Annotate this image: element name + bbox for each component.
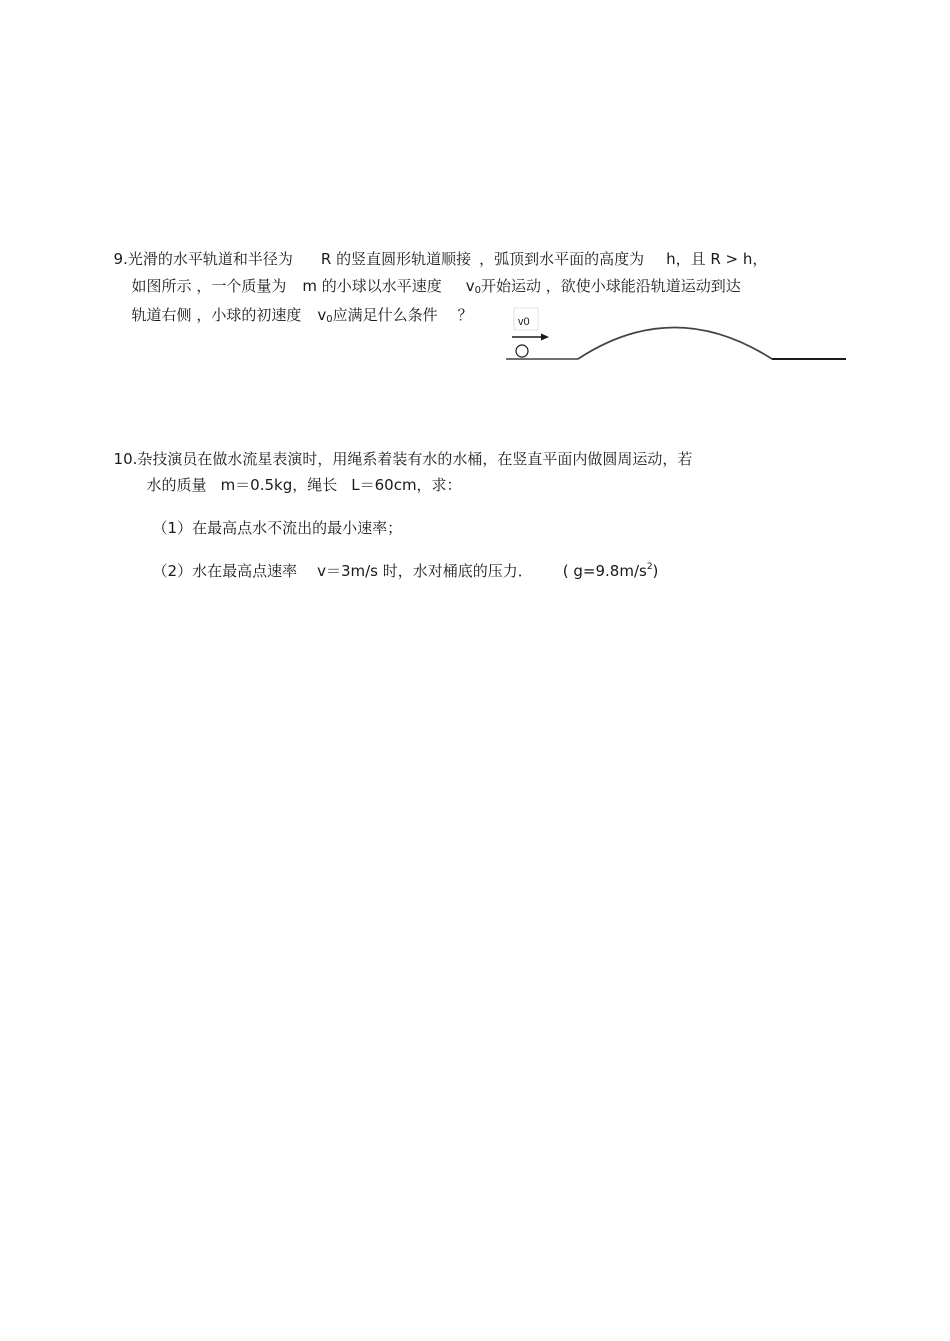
q9-text-3a: 轨道右侧 ，小球的初速度 [131, 306, 302, 324]
q9-number: 9. [113, 250, 128, 268]
q9-line-3 [122, 285, 473, 330]
q10-number: 10. [113, 450, 138, 468]
q10-text-2b: m＝0.5kg，绳长 [220, 476, 338, 494]
q10-gravity-note: ( $g=9.8m/s^2$) [562, 562, 659, 580]
q9-text-2c: 开始运动 ，欲使小球能沿轨道运动到达 [480, 277, 741, 295]
q9-question-mark: ？ [457, 306, 473, 324]
q9-v0-symbol: $v_0$ [465, 277, 481, 296]
q9-text-1a: 光滑的水平轨道和半径为 [127, 250, 293, 268]
q10-text-2c: L＝60cm，求： [351, 476, 462, 494]
ball [516, 345, 528, 357]
q9-text-1c: ，弧顶到水平面的高度为 [479, 250, 645, 268]
q9-text-3b: 应满足什么条件 [332, 306, 438, 324]
q10-part-2 [143, 541, 658, 581]
q9-v0-symbol-2: $v_0$ [317, 306, 333, 325]
q10-part-2-text-b: v＝3m/s 时，水对桶底的压力． [317, 562, 533, 580]
q9-text-1b: R 的竖直圆形轨道顺接 [320, 250, 472, 268]
q9-text-2b: m 的小球以水平速度 [302, 277, 442, 295]
circular-arc-track [578, 328, 772, 360]
q10-part-2-text-a: （2）水在最高点速率 [152, 562, 298, 580]
q10-text-2a: 水的质量 [146, 476, 207, 494]
v0-label: v0 [518, 316, 530, 328]
track-figure [500, 306, 850, 368]
velocity-arrow-head [541, 334, 549, 341]
q10-part-1 [143, 498, 402, 538]
q9-text-2a: 如图所示 ，一个质量为 [131, 277, 287, 295]
q9-text-1d: h，且 R > h， [666, 250, 768, 268]
q10-line-2 [137, 455, 462, 495]
q10-text-1: 杂技演员在做水流星表演时，用绳系着装有水的水桶，在竖直平面内做圆周运动，若 [137, 450, 693, 468]
q10-part-1-text: （1）在最高点水不流出的最小速率； [152, 519, 403, 537]
